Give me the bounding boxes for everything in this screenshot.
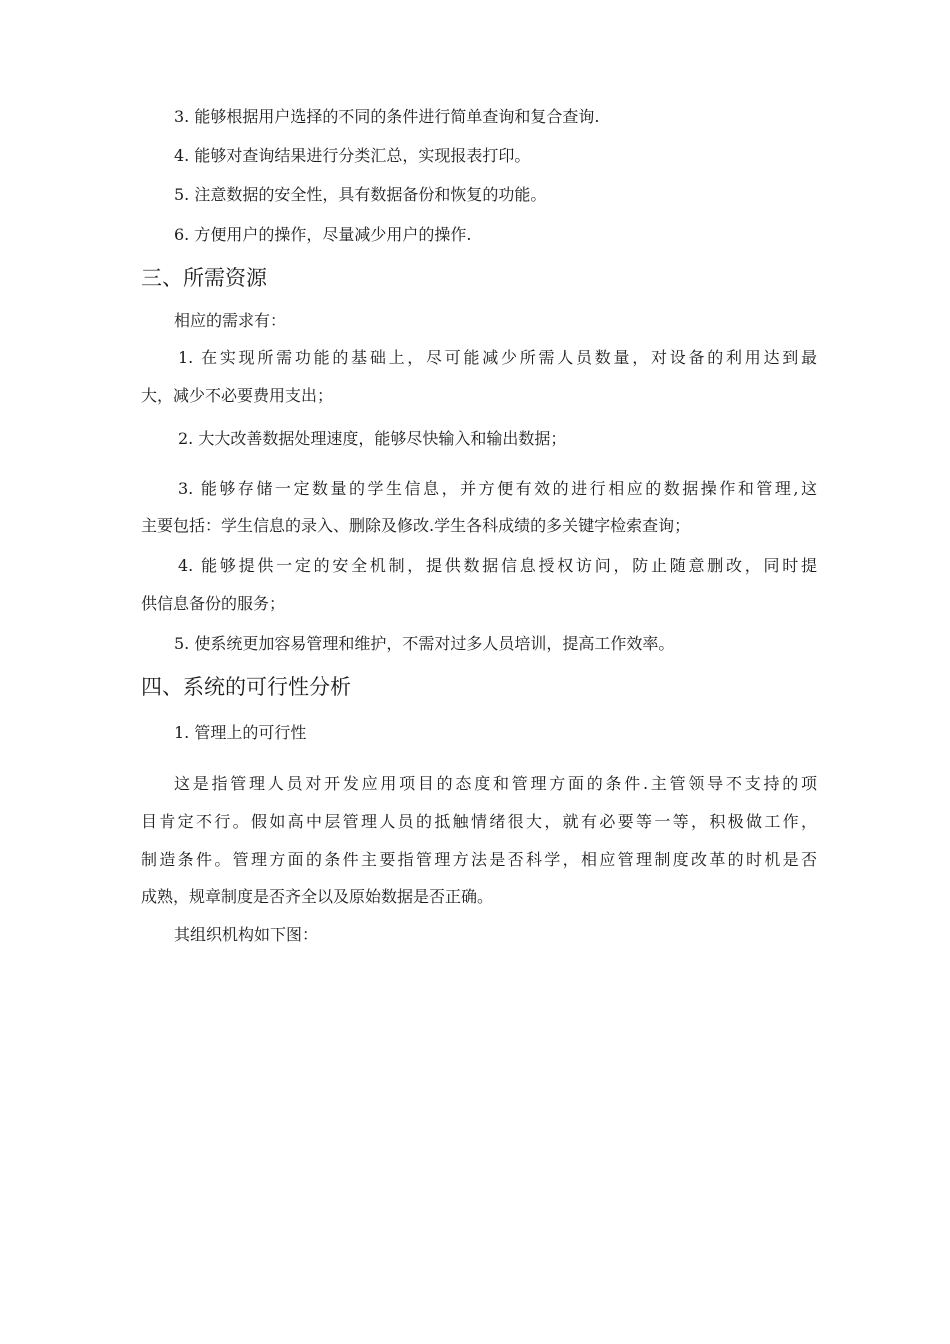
resource-item-4-line-2: 供信息备份的服务； — [141, 594, 286, 613]
resource-item-1-line-1: 1. 在实现所需功能的基础上，尽可能减少所需人员数量，对设备的利用达到最 — [178, 348, 817, 367]
requirement-item-4: 4. 能够对查询结果进行分类汇总，实现报表打印。 — [174, 146, 531, 165]
feasibility-para-line-2: 目肯定不行。假如高中层管理人员的抵触情绪很大，就有必要等一等，积极做工作， — [141, 812, 817, 831]
resources-intro: 相应的需求有： — [174, 311, 287, 330]
feasibility-para-line-1: 这是指管理人员对开发应用项目的态度和管理方面的条件.主管领导不支持的项 — [174, 774, 817, 793]
resource-item-2: 2. 大大改善数据处理速度，能够尽快输入和输出数据； — [178, 429, 567, 448]
requirement-item-6: 6. 方便用户的操作，尽量减少用户的操作. — [174, 225, 472, 244]
requirement-item-3: 3. 能够根据用户选择的不同的条件进行简单查询和复合查询. — [174, 107, 600, 126]
resource-item-5: 5. 使系统更加容易管理和维护，不需对过多人员培训，提高工作效率。 — [174, 634, 675, 653]
feasibility-para-line-3: 制造条件。管理方面的条件主要指管理方法是否科学，相应管理制度改革的时机是否 — [141, 850, 817, 869]
requirement-item-5: 5. 注意数据的安全性，具有数据备份和恢复的功能。 — [174, 185, 547, 204]
resource-item-3-line-1: 3. 能够存储一定数量的学生信息，并方便有效的进行相应的数据操作和管理,这 — [178, 479, 817, 498]
feasibility-para-line-4: 成熟，规章制度是否齐全以及原始数据是否正确。 — [141, 887, 494, 906]
section-heading-resources: 三、所需资源 — [141, 266, 267, 290]
resource-item-1-line-2: 大，减少不必要费用支出； — [141, 386, 334, 405]
feasibility-sub-1: 1. 管理上的可行性 — [174, 723, 307, 742]
resource-item-4-line-1: 4. 能够提供一定的安全机制，提供数据信息授权访问，防止随意删改，同时提 — [178, 556, 817, 575]
resource-item-3-line-2: 主要包括：学生信息的录入、删除及修改.学生各科成绩的多关键字检索查询； — [141, 516, 691, 535]
org-structure-intro: 其组织机构如下图： — [174, 925, 319, 944]
section-heading-feasibility: 四、系统的可行性分析 — [141, 675, 351, 699]
